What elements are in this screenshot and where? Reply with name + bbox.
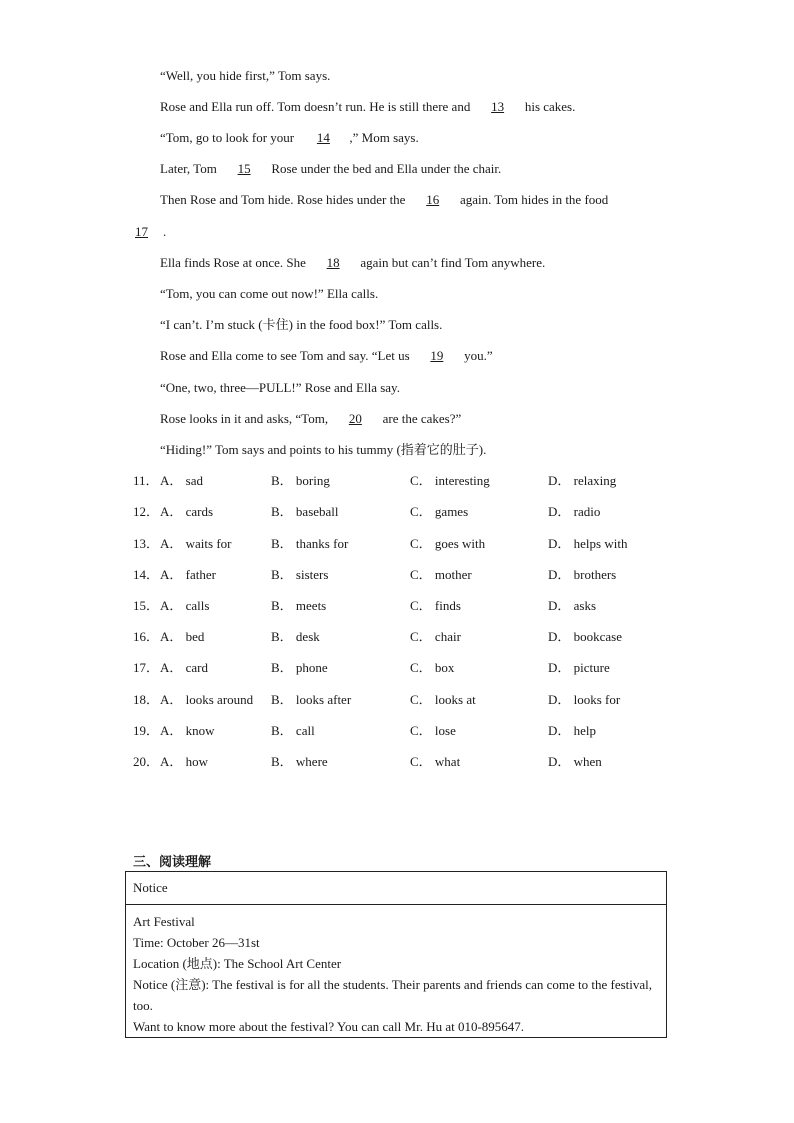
blank-13: 13 (491, 99, 505, 114)
option-c: C． lose (410, 723, 456, 738)
blank-19: 19 (430, 348, 444, 363)
question-number: 11． (133, 473, 159, 488)
text: Rose and Ella run off. Tom doesn’t run. He is still there and (160, 99, 474, 114)
option-d: D． radio (548, 504, 601, 519)
text: Ella finds Rose at once. She (160, 255, 310, 270)
option-c: C． box (410, 660, 455, 675)
story-line-2 (160, 98, 575, 116)
option-d: D． asks (548, 598, 597, 613)
section-title: 三、阅读理解 (133, 855, 212, 870)
text: his cakes. (521, 99, 576, 114)
option-b: B． boring (271, 473, 330, 488)
option-row-11 (133, 472, 753, 490)
option-row-16 (133, 628, 753, 646)
option-b: B． meets (271, 598, 327, 613)
story-line-1: “Well, you hide first,” Tom says. (160, 68, 331, 83)
notice-body (126, 905, 666, 1043)
option-a: A． how (160, 754, 209, 769)
question-number: 16． (133, 629, 160, 644)
story-line-3 (160, 129, 419, 147)
text: you.” (460, 348, 493, 363)
option-d: D． help (548, 723, 597, 738)
option-row-19 (133, 722, 753, 740)
question-number: 19． (133, 723, 160, 738)
option-d: D． helps with (548, 536, 628, 551)
text: again but can’t find Tom anywhere. (357, 255, 546, 270)
question-number: 14． (133, 567, 160, 582)
story-line-4 (160, 160, 501, 178)
notice-line-title: Art Festival (133, 914, 195, 929)
option-c: C． finds (410, 598, 461, 613)
notice-line-notice: Notice (注意): The festival is for all the students. Their parents and friends can come to the festival, too. (133, 977, 653, 1013)
option-d: D． picture (548, 660, 610, 675)
option-c: C． mother (410, 567, 472, 582)
text: Rose under the bed and Ella under the chair. (268, 161, 502, 176)
option-a: A． know (160, 723, 215, 738)
option-a: A． calls (160, 598, 210, 613)
option-a: A． bed (160, 629, 205, 644)
story-line-6 (133, 223, 166, 241)
text: Rose and Ella come to see Tom and say. “Let us (160, 348, 413, 363)
text: Rose looks in it and asks, “Tom, (160, 411, 332, 426)
notice-line-time: Time: October 26—31st (133, 935, 260, 950)
option-row-20 (133, 753, 753, 771)
option-a: A． waits for (160, 536, 232, 551)
story-line-12 (160, 410, 461, 428)
option-a: A． looks around (160, 692, 254, 707)
option-d: D． relaxing (548, 473, 617, 488)
option-c: C． goes with (410, 536, 486, 551)
option-a: A． cards (160, 504, 214, 519)
option-row-14 (133, 566, 753, 584)
question-number: 12． (133, 504, 160, 519)
question-number: 13． (133, 536, 160, 551)
story-line-10 (160, 347, 493, 365)
story-line-5 (160, 191, 608, 209)
text: Then Rose and Tom hide. Rose hides under the (160, 192, 409, 207)
blank-17: 17 (135, 224, 148, 239)
notice-line-contact: Want to know more about the festival? You can call Mr. Hu at 010-895647. (133, 1019, 525, 1034)
option-b: B． where (271, 754, 328, 769)
blank-20: 20 (348, 411, 362, 426)
option-c: C． interesting (410, 473, 490, 488)
option-a: A． sad (160, 473, 203, 488)
blank-16: 16 (426, 192, 440, 207)
option-row-17 (133, 659, 753, 677)
question-number: 18． (133, 692, 160, 707)
option-row-15 (133, 597, 753, 615)
option-b: B． call (271, 723, 315, 738)
option-c: C． what (410, 754, 461, 769)
notice-table (125, 871, 667, 1038)
blank-18: 18 (326, 255, 340, 270)
text: . (163, 224, 167, 239)
text: ,” Mom says. (349, 130, 419, 145)
option-a: A． card (160, 660, 209, 675)
option-c: C． looks at (410, 692, 476, 707)
story-line-9: “I can’t. I’m stuck (卡住) in the food box!” Tom calls. (160, 317, 443, 332)
text: again. Tom hides in the food (456, 192, 609, 207)
text: are the cakes?” (379, 411, 462, 426)
notice-line-location: Location (地点): The School Art Center (133, 956, 342, 971)
blank-15: 15 (237, 161, 251, 176)
story-line-13: “Hiding!” Tom says and points to his tummy (指着它的肚子). (160, 442, 487, 457)
option-b: B． sisters (271, 567, 329, 582)
blank-14: 14 (316, 130, 330, 145)
option-c: C． games (410, 504, 469, 519)
text: “Tom, go to look for your (160, 130, 298, 145)
option-b: B． looks after (271, 692, 352, 707)
question-number: 15． (133, 598, 160, 613)
option-d: D． brothers (548, 567, 617, 582)
question-number: 17． (133, 660, 160, 675)
option-row-13 (133, 535, 753, 553)
option-a: A． father (160, 567, 216, 582)
question-number: 20． (133, 754, 160, 769)
text: Later, Tom (160, 161, 221, 176)
option-b: B． baseball (271, 504, 339, 519)
option-b: B． thanks for (271, 536, 349, 551)
option-d: D． when (548, 754, 602, 769)
option-b: B． phone (271, 660, 328, 675)
story-line-7 (160, 254, 545, 272)
option-row-12 (133, 503, 753, 521)
option-b: B． desk (271, 629, 320, 644)
option-d: D． looks for (548, 692, 621, 707)
story-line-11: “One, two, three—PULL!” Rose and Ella say. (160, 380, 400, 395)
story-line-8: “Tom, you can come out now!” Ella calls. (160, 286, 379, 301)
option-d: D． bookcase (548, 629, 623, 644)
notice-header: Notice (126, 872, 666, 905)
option-row-18 (133, 691, 753, 709)
option-c: C． chair (410, 629, 461, 644)
